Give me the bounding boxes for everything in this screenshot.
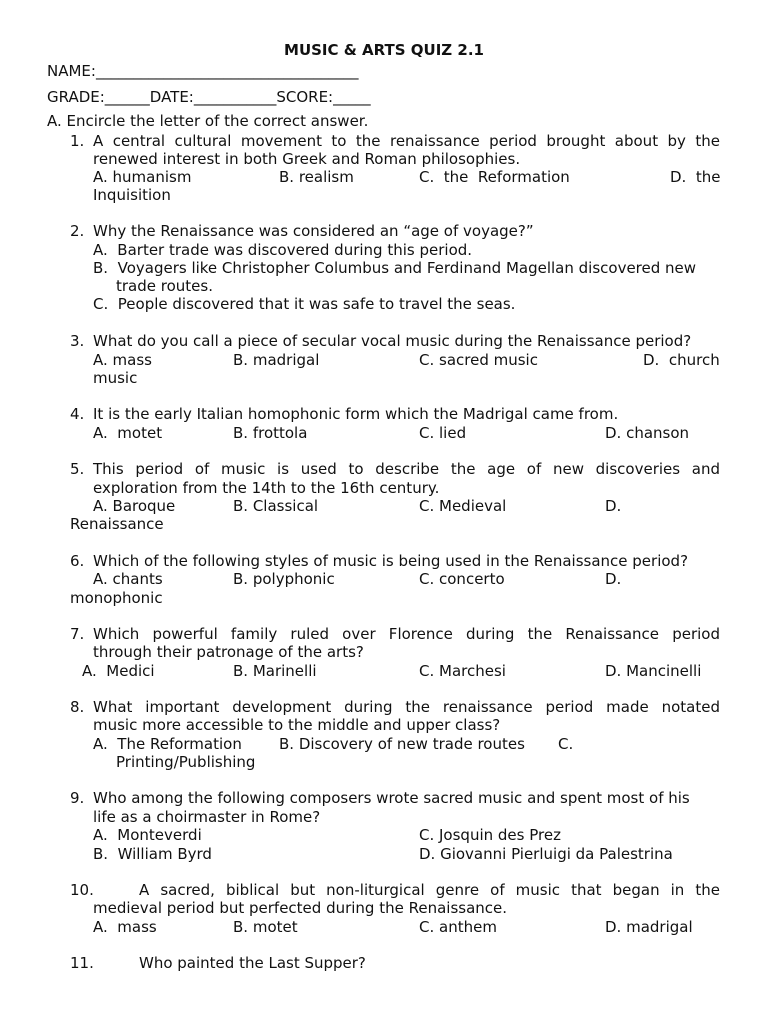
choice-d-wrap[interactable]: Renaissance bbox=[70, 515, 164, 533]
choice-b-wrap[interactable]: trade routes. bbox=[116, 277, 213, 295]
question-text: Who among the following composers wrote sacred music and spent most of his bbox=[93, 789, 690, 807]
question-number: 8. bbox=[70, 698, 85, 716]
question-text: life as a choirmaster in Rome? bbox=[93, 808, 321, 826]
question-number: 7. bbox=[70, 625, 85, 643]
question-text: This period of music is used to describe the age of new discoveries and bbox=[93, 460, 720, 478]
choice-b[interactable]: B. Voyagers like Christopher Columbus and Ferdinand Magellan discovered new bbox=[93, 259, 697, 277]
question-number: 9. bbox=[70, 789, 85, 807]
choice-a[interactable]: A. mass bbox=[93, 918, 157, 936]
question-text: A central cultural movement to the renaissance period brought about by the bbox=[93, 132, 720, 150]
question-text: through their patronage of the arts? bbox=[93, 643, 364, 661]
question-number: 6. bbox=[70, 552, 85, 570]
question-text: Which powerful family ruled over Florence during the Renaissance period bbox=[93, 625, 720, 643]
grade-date-score-field[interactable]: GRADE:______DATE:___________SCORE:_____ bbox=[47, 88, 371, 106]
question-text: renewed interest in both Greek and Roman philosophies. bbox=[93, 150, 521, 168]
question-number: 3. bbox=[70, 332, 85, 350]
choice-c[interactable]: C. the Reformation bbox=[419, 168, 570, 186]
choice-c[interactable]: C. Josquin des Prez bbox=[419, 826, 561, 844]
question-text: It is the early Italian homophonic form which the Madrigal came from. bbox=[93, 405, 619, 423]
question-number: 1. bbox=[70, 132, 85, 150]
choice-a[interactable]: A. mass bbox=[93, 351, 152, 369]
question-number: 5. bbox=[70, 460, 85, 478]
choice-b[interactable]: B. frottola bbox=[233, 424, 308, 442]
choice-a[interactable]: A. Baroque bbox=[93, 497, 176, 515]
choice-b[interactable]: B. realism bbox=[279, 168, 354, 186]
question-text: What do you call a piece of secular vocal music during the Renaissance period? bbox=[93, 332, 692, 350]
choice-d[interactable]: D. bbox=[605, 497, 622, 515]
choice-a[interactable]: A. The Reformation bbox=[93, 735, 242, 753]
choice-b[interactable]: B. polyphonic bbox=[233, 570, 335, 588]
question-number: 10. bbox=[70, 881, 94, 899]
choice-d[interactable]: D. chanson bbox=[605, 424, 690, 442]
question-text: medieval period but perfected during the Renaissance. bbox=[93, 899, 508, 917]
choice-c[interactable]: C. Medieval bbox=[419, 497, 507, 515]
choice-d[interactable]: D. the bbox=[670, 168, 721, 186]
question-text: Who painted the Last Supper? bbox=[139, 954, 366, 972]
question-text: What important development during the renaissance period made notated bbox=[93, 698, 720, 716]
quiz-title: MUSIC & ARTS QUIZ 2.1 bbox=[284, 41, 484, 59]
choice-d[interactable]: D. Mancinelli bbox=[605, 662, 702, 680]
choice-c[interactable]: C. Marchesi bbox=[419, 662, 506, 680]
choice-c[interactable]: C. anthem bbox=[419, 918, 497, 936]
choice-a[interactable]: A. Monteverdi bbox=[93, 826, 202, 844]
choice-d[interactable]: D. Giovanni Pierluigi da Palestrina bbox=[419, 845, 673, 863]
choice-b[interactable]: B. motet bbox=[233, 918, 298, 936]
choice-d[interactable]: D. church bbox=[643, 351, 720, 369]
choice-d[interactable]: D. madrigal bbox=[605, 918, 693, 936]
question-text: exploration from the 14th to the 16th century. bbox=[93, 479, 440, 497]
question-number: 2. bbox=[70, 222, 85, 240]
choice-c[interactable]: C. lied bbox=[419, 424, 467, 442]
choice-c[interactable]: C. sacred music bbox=[419, 351, 538, 369]
choice-a[interactable]: A. motet bbox=[93, 424, 163, 442]
choice-d-wrap[interactable]: music bbox=[93, 369, 138, 387]
choice-b[interactable]: B. Marinelli bbox=[233, 662, 317, 680]
question-number: 4. bbox=[70, 405, 85, 423]
choice-c[interactable]: C. concerto bbox=[419, 570, 505, 588]
question-text: A sacred, biblical but non-liturgical genre of music that began in the bbox=[139, 881, 720, 899]
choice-a[interactable]: A. Medici bbox=[82, 662, 155, 680]
question-text: music more accessible to the middle and upper class? bbox=[93, 716, 501, 734]
instruction: A. Encircle the letter of the correct answer. bbox=[47, 112, 369, 130]
choice-c[interactable]: C. People discovered that it was safe to travel the seas. bbox=[93, 295, 516, 313]
question-text: Why the Renaissance was considered an “age of voyage?” bbox=[93, 222, 534, 240]
choice-a[interactable]: A. humanism bbox=[93, 168, 192, 186]
name-field[interactable]: NAME:___________________________________ bbox=[47, 62, 359, 80]
choice-b[interactable]: B. William Byrd bbox=[93, 845, 212, 863]
question-number: 11. bbox=[70, 954, 94, 972]
choice-a[interactable]: A. chants bbox=[93, 570, 163, 588]
choice-a[interactable]: A. Barter trade was discovered during this period. bbox=[93, 241, 473, 259]
choice-d[interactable]: D. bbox=[605, 570, 622, 588]
choice-b[interactable]: B. madrigal bbox=[233, 351, 320, 369]
choice-d-wrap[interactable]: Inquisition bbox=[93, 186, 171, 204]
question-text: Which of the following styles of music is being used in the Renaissance period? bbox=[93, 552, 689, 570]
choice-c-wrap[interactable]: Printing/Publishing bbox=[116, 753, 256, 771]
choice-d-wrap[interactable]: monophonic bbox=[70, 589, 163, 607]
choice-b[interactable]: B. Classical bbox=[233, 497, 319, 515]
choice-b[interactable]: B. Discovery of new trade routes bbox=[279, 735, 525, 753]
choice-c[interactable]: C. bbox=[558, 735, 574, 753]
